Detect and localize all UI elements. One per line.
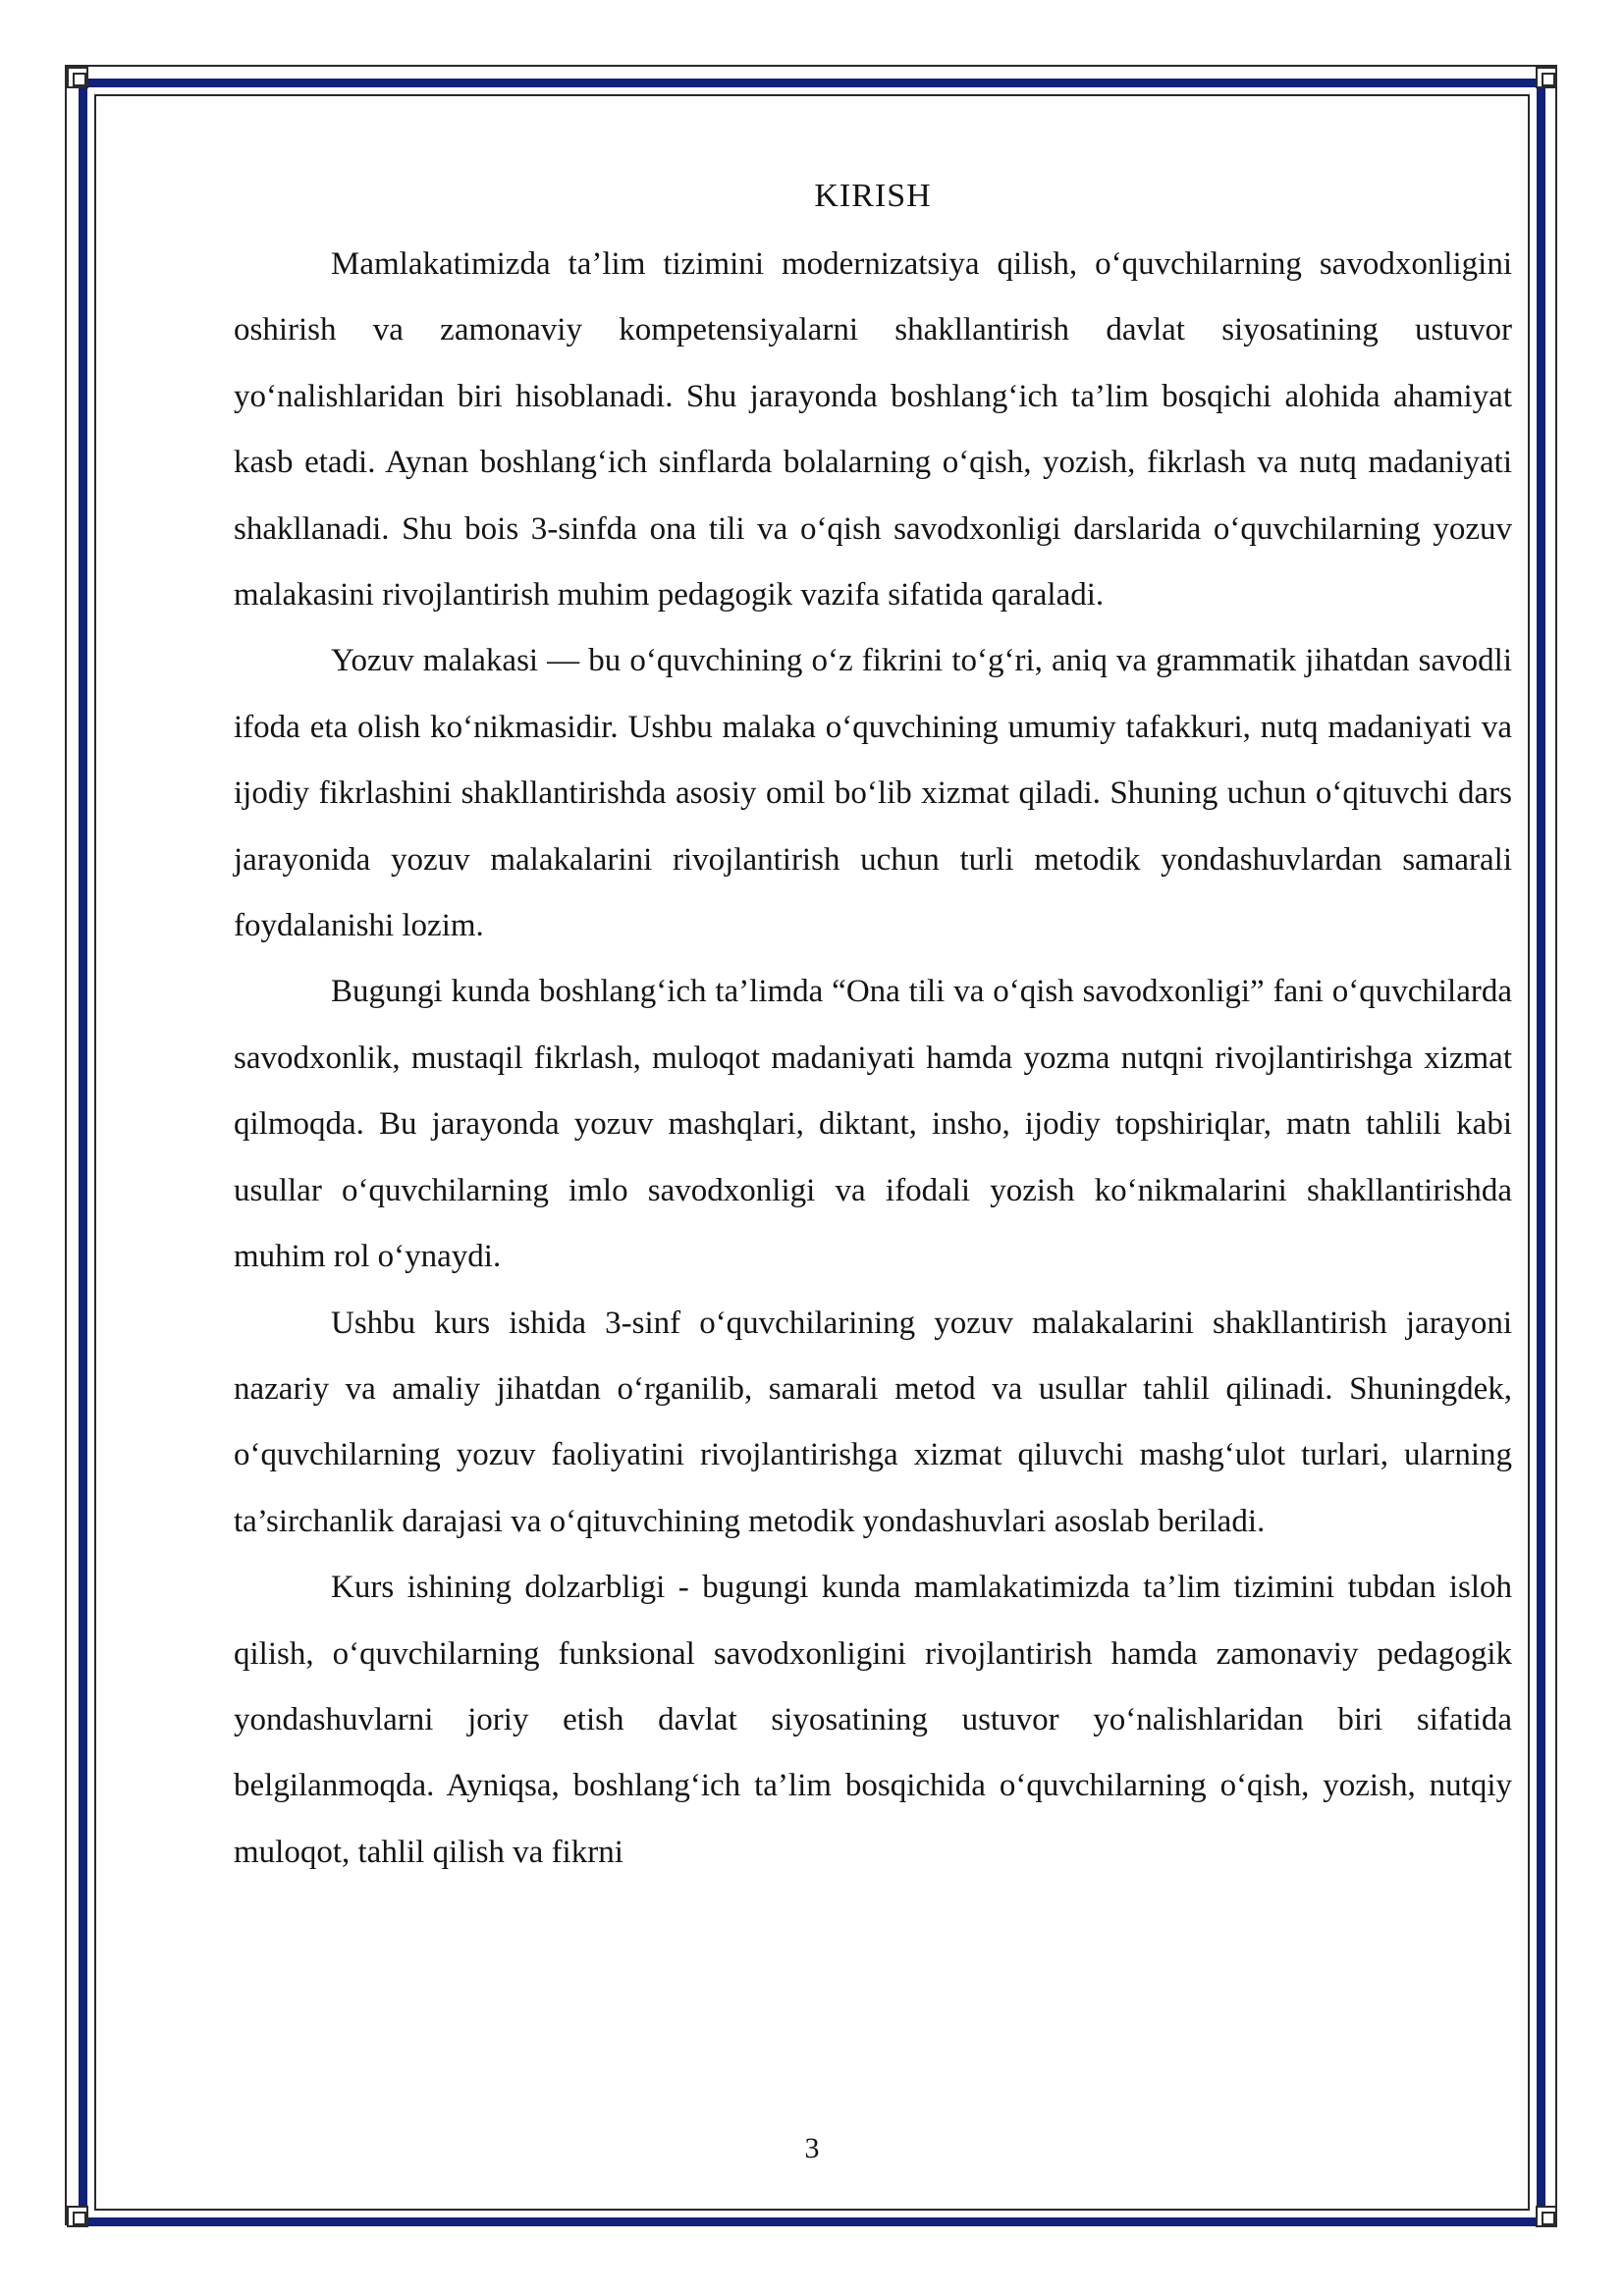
section-heading: KIRISH (814, 178, 932, 214)
paragraph-intro: Mamlakatimizda ta’lim tizimini modernizatsiya qilish, o‘quvchilarning savodxonligini oshirish va zamonaviy kompetensiyalarni shakllantirish davlat siyosatining ustuvor yo‘nalishlaridan biri hisoblanadi. Shu jarayonda boshlang‘ich ta’lim bosqichi alohida ahamiyat kasb etadi. Aynan boshlang‘ich sinflarda bolalarning o‘qish, yozish, fikrlash va nutq madaniyati shakllanadi. Shu bois 3-sinfda ona tili va o‘qish savodxonligi darslarida o‘quvchilarning yozuv malakasini rivojlantirish muhim pedagogik vazifa sifatida qaraladi. (234, 246, 1512, 614)
document-body (234, 169, 1512, 1886)
paragraph-subject-role: Bugungi kunda boshlang‘ich ta’limda “Ona tili va o‘qish savodxonligi” fani o‘quvchilarda savodxonlik, mustaqil fikrlash, muloqot madaniyati hamda yozma nutqni rivojlantirishga xizmat qilmoqda. Bu jarayonda yozuv mashqlari, diktant, insho, ijodiy topshiriqlar, matn tahlili kabi usullar o‘quvchilarning imlo savodxonligi va ifodali yozish ko‘nikmalarini shakllantirishda muhim rol o‘ynaydi. (234, 974, 1512, 1275)
corner-ornament-top-left (67, 67, 88, 88)
paragraph-writing-skill: Yozuv malakasi — bu o‘quvchining o‘z fikrini to‘g‘ri, aniq va grammatik jihatdan savodli ifoda eta olish ko‘nikmasidir. Ushbu malaka o‘quvchining umumiy tafakkuri, nutq madaniyati va ijodiy fikrlashini shakllantirishda asosiy omil bo‘lib xizmat qiladi. Shuning uchun o‘qituvchi dars jarayonida yozuv malakalarini rivojlantirish uchun turli metodik yondashuvlardan samarali foydalanishi lozim. (234, 643, 1512, 944)
paragraph-course-work-aim: Ushbu kurs ishida 3-sinf o‘quvchilarining yozuv malakalarini shakllantirish jarayoni nazariy va amaliy jihatdan o‘rganilib, samarali metod va usullar tahlil qilinadi. Shuningdek, o‘quvchilarning yozuv faoliyatini rivojlantirishga xizmat qiluvchi mashg‘ulot turlari, ularning ta’sirchanlik darajasi va o‘qituvchining metodik yondashuvlari asoslab beriladi. (234, 1305, 1512, 1539)
corner-ornament-top-right (1536, 67, 1557, 88)
paragraph-relevance: Kurs ishining dolzarbligi - bugungi kunda mamlakatimizda ta’lim tizimini tubdan isloh qilish, o‘quvchilarning funksional savodxonligini rivojlantirish hamda zamonaviy pedagogik yondashuvlarni joriy etish davlat siyosatining ustuvor yo‘nalishlaridan biri sifatida belgilanmoqda. Ayniqsa, boshlang‘ich ta’lim bosqichida o‘quvchilarning o‘qish, yozish, nutqiy muloqot, tahlil qilish va fikrni (234, 1570, 1512, 1870)
corner-ornament-bottom-right (1536, 2206, 1557, 2227)
page-number: 3 (804, 2132, 820, 2164)
corner-ornament-bottom-left (67, 2206, 88, 2227)
